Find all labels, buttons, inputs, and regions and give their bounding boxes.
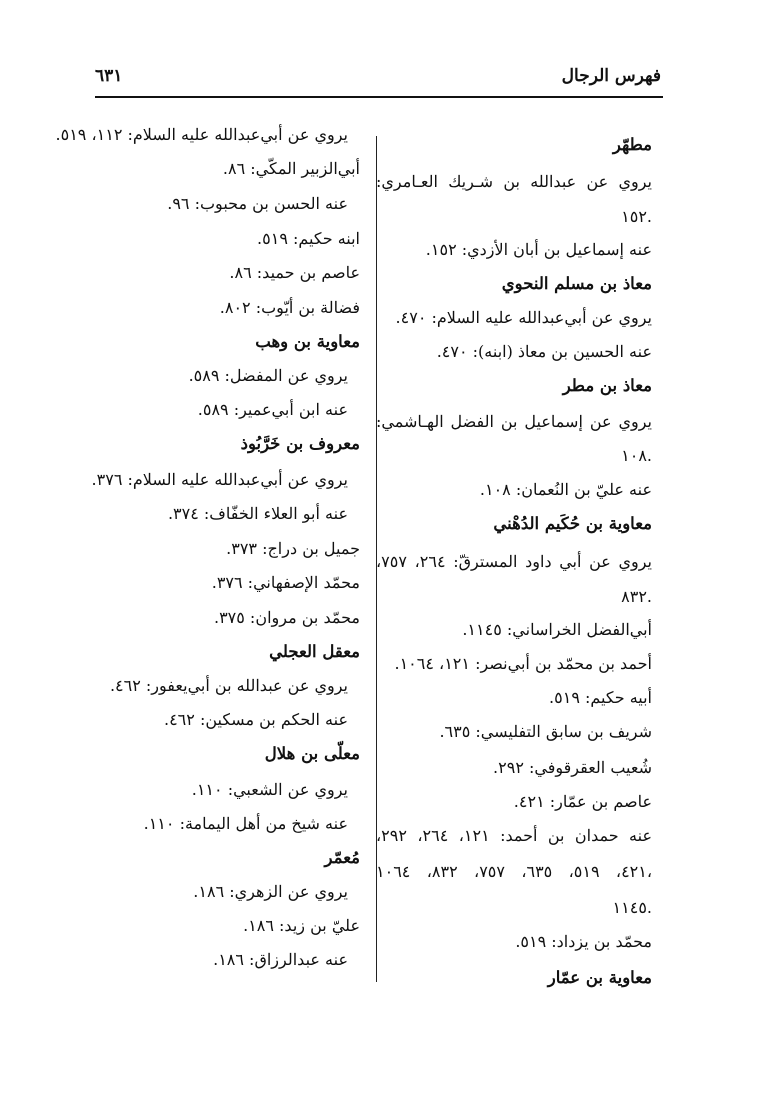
- narrator-name: معاوية بن حُكَيم الدُهْني: [493, 514, 652, 533]
- index-entry: ١٠٨.: [621, 446, 652, 465]
- narrator-name: معاوية بن وهب: [255, 332, 360, 351]
- narrator-name: معقل العجلي: [269, 642, 360, 661]
- index-entry: عنه حمدان بن أحمد: ١٢١، ٢٦٤، ٢٩٢،: [376, 826, 653, 845]
- index-entry: يروي عن الشعبي: ١١٠.: [191, 780, 348, 799]
- index-entry: ١٥٢.: [621, 207, 652, 226]
- index-entry: شريف بن سابق التفليسي: ٦٣٥.: [439, 722, 652, 741]
- index-entry: يروي عن أبي‌عبدالله عليه السلام: ١١٢، ٥١٩.: [55, 125, 348, 144]
- index-entry: يروي عن عبدالله بن أبي‌يعفور: ٤٦٢.: [109, 676, 348, 695]
- index-entry: جميل بن دراج: ٣٧٣.: [226, 539, 360, 558]
- index-entry: عنه الحكم بن مسكين: ٤٦٢.: [163, 710, 348, 729]
- index-entry: يروي عن المفضل: ٥٨٩.: [188, 366, 348, 385]
- page-header: [95, 62, 661, 90]
- narrator-name: معلّى بن هلال: [264, 744, 360, 763]
- index-entry: عنه شيخ من أهل اليمامة: ١١٠.: [143, 814, 348, 833]
- index-entry: ١١٤٥.: [612, 898, 652, 917]
- index-entry: محمّد بن يزداد: ٥١٩.: [515, 932, 652, 951]
- index-entry: أبيه حكيم: ٥١٩.: [549, 688, 652, 707]
- index-entry: عنه ابن أبي‌عمير: ٥٨٩.: [197, 400, 348, 419]
- index-entry: أحمد بن محمّد بن أبي‌نصر: ١٢١، ١٠٦٤.: [394, 654, 652, 673]
- index-entry: عنه الحسين بن معاذ (ابنه): ٤٧٠.: [436, 342, 652, 361]
- index-entry: عاصم بن حميد: ٨٦.: [229, 263, 360, 282]
- narrator-name: معاذ بن مطر: [562, 376, 652, 395]
- narrator-name: معروف بن خَرَّبُوذ: [240, 434, 360, 453]
- index-entry: محمّد الإصفهاني: ٣٧٦.: [211, 573, 360, 592]
- index-entry: يروي عن إسماعيل بن الفضل الهـاشمي:: [376, 412, 652, 431]
- running-title: فهرس الرجال: [561, 66, 661, 86]
- index-entry: يروي عن الزهري: ١٨٦.: [193, 882, 348, 901]
- narrator-name: معاذ بن مسلم النحوي: [501, 274, 652, 293]
- index-entry: فضالة بن أيّوب: ٨٠٢.: [219, 298, 360, 317]
- index-entry: أبي‌الفضل الخراساني: ١١٤٥.: [462, 620, 652, 639]
- index-entry: يروي عن أبي داود المسترقّ: ٢٦٤، ٧٥٧،: [376, 552, 652, 571]
- index-entry: عليّ بن زيد: ١٨٦.: [243, 916, 360, 935]
- index-entry: ابنه حكيم: ٥١٩.: [257, 229, 360, 248]
- index-entry: ٨٣٢.: [621, 587, 652, 606]
- index-entry: عنه إسماعيل بن أبان الأزدي: ١٥٢.: [425, 240, 652, 259]
- page-number: ٦٣١: [95, 66, 123, 86]
- index-entry: ٤٢١، ٥١٩، ٦٣٥، ٧٥٧، ٨٣٢، ١٠٦٤،: [376, 862, 653, 881]
- narrator-name: معاوية بن عمّار: [547, 968, 652, 987]
- index-entry: عنه عبدالرزاق: ١٨٦.: [213, 950, 348, 969]
- index-entry: أبي‌الزبير المكّي: ٨٦.: [222, 159, 360, 178]
- header-rule: [95, 96, 663, 98]
- index-entry: يروي عن أبي‌عبدالله عليه السلام: ٤٧٠.: [395, 308, 652, 327]
- narrator-name: مطهّر: [612, 135, 652, 154]
- narrator-name: مُعمّر: [324, 848, 360, 867]
- index-entry: عنه عليّ بن النُعمان: ١٠٨.: [479, 480, 652, 499]
- index-entry: عنه أبو العلاء الخفّاف: ٣٧٤.: [167, 504, 348, 523]
- index-entry: يروي عن عبدالله بن شـريك العـامري:: [376, 172, 652, 191]
- index-entry: شُعيب العقرقوفي: ٢٩٢.: [493, 758, 652, 777]
- index-entry: يروي عن أبي‌عبدالله عليه السلام: ٣٧٦.: [91, 470, 348, 489]
- index-entry: عاصم بن عمّار: ٤٢١.: [513, 792, 652, 811]
- index-entry: عنه الحسن بن محبوب: ٩٦.: [167, 194, 348, 213]
- index-entry: محمّد بن مروان: ٣٧٥.: [213, 608, 360, 627]
